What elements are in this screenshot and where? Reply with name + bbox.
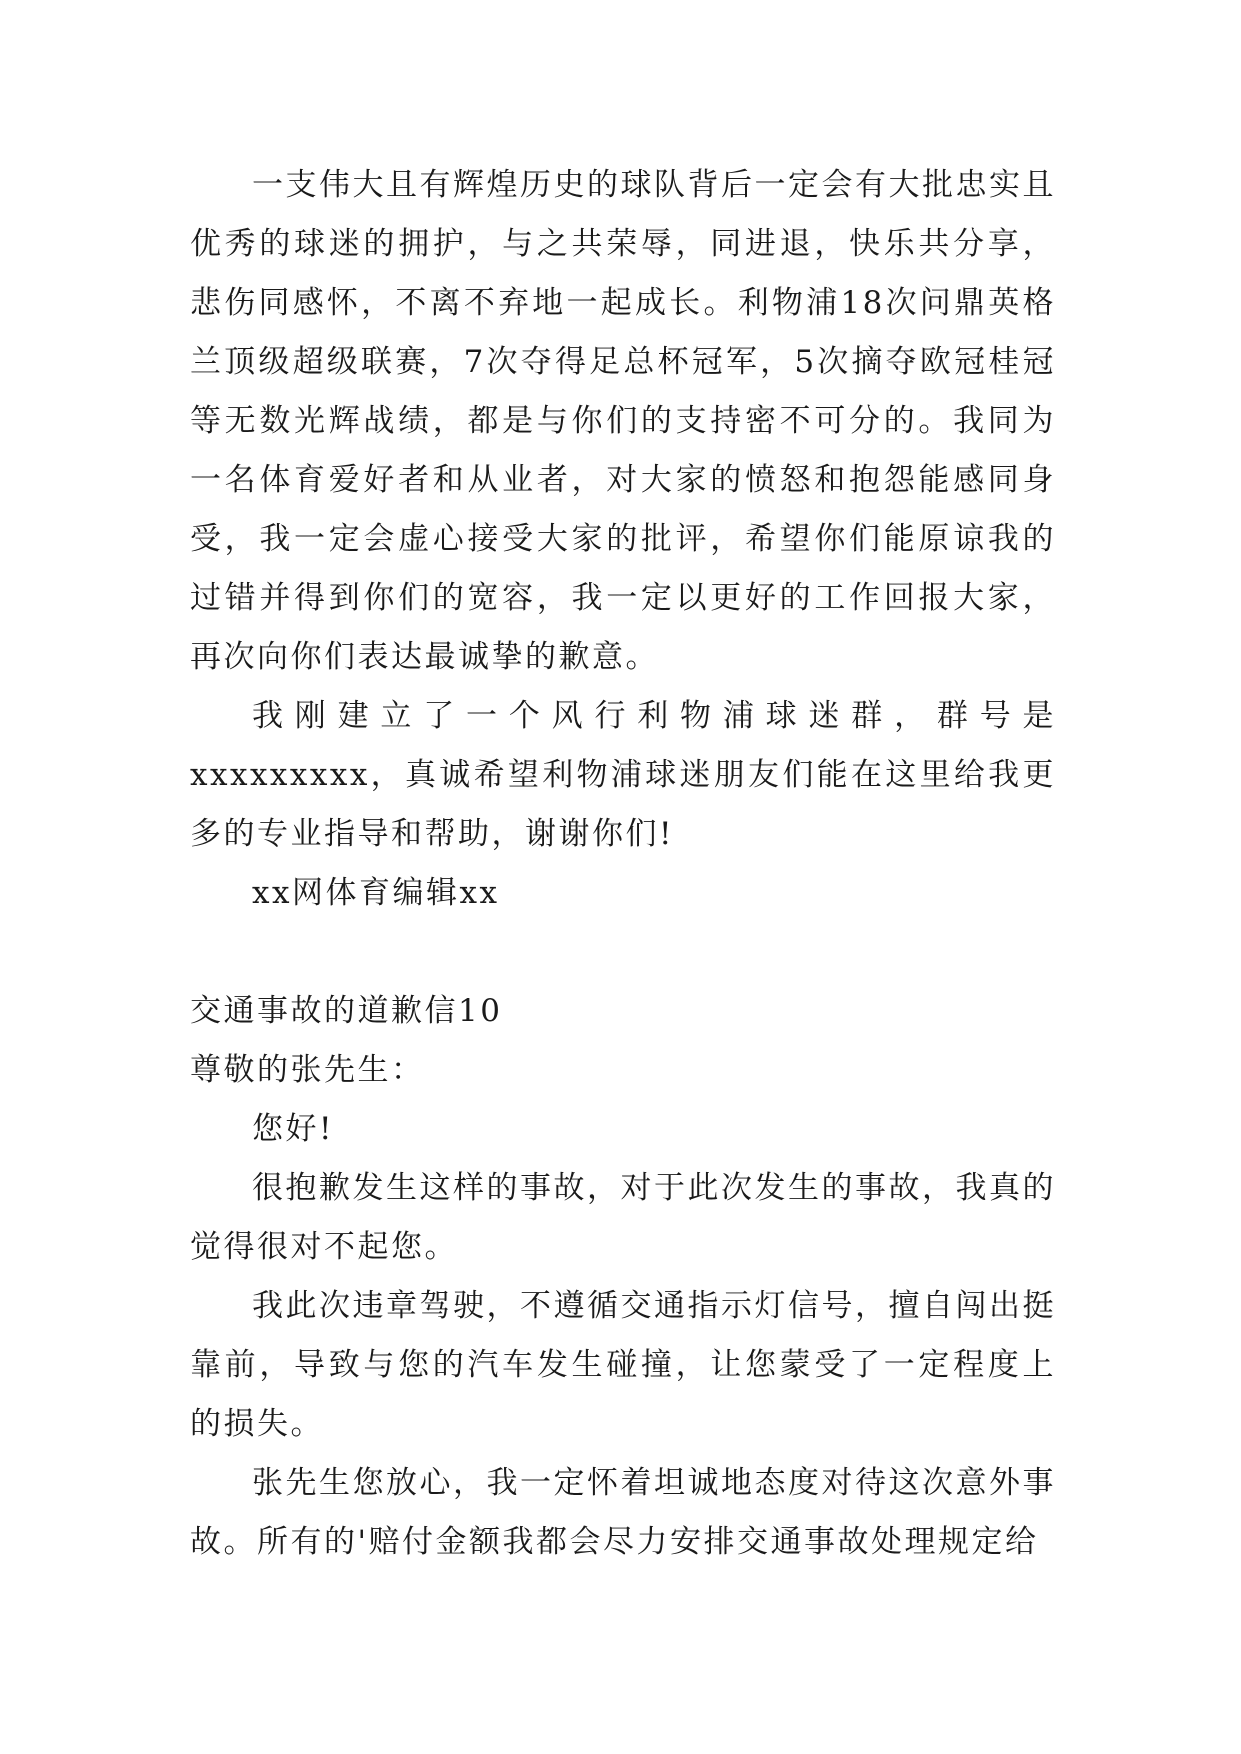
section-gap — [190, 923, 1056, 982]
paragraph-fan-group: 我刚建立了一个风行利物浦球迷群，群号是xxxxxxxxx，真诚希望利物浦球迷朋友们能在这里给我更多的专业指导和帮助，谢谢你们! — [190, 698, 1056, 852]
section-title: 交通事故的道歉信10 — [190, 993, 503, 1029]
paragraph-apology: 很抱歉发生这样的事故，对于此次发生的事故，我真的觉得很对不起您。 — [190, 1170, 1056, 1265]
salutation: 尊敬的张先生： — [190, 1052, 425, 1088]
paragraph-liverpool-fans: 一支伟大且有辉煌历史的球队背后一定会有大批忠实且优秀的球迷的拥护，与之共荣辱，同进退，快乐共分享，悲伤同感怀，不离不弃地一起成长。利物浦18次问鼎英格兰顶级超级联赛，7次夺得足总杯冠军，5次摘夺欧冠桂冠等无数光辉战绩，都是与你们的支持密不可分的。我同为一名体育爱好者和从业者，对大家的愤怒和抱怨能感同身受，我一定会虚心接受大家的批评，希望你们能原谅我的过错并得到你们的宽容，我一定以更好的工作回报大家，再次向你们表达最诚挚的歉意。 — [190, 167, 1056, 675]
greeting: 您好! — [252, 1111, 334, 1147]
paragraph-compensation: 张先生您放心，我一定怀着坦诚地态度对待这次意外事故。所有的'赔付金额我都会尽力安排交通事故处理规定给 — [190, 1465, 1056, 1560]
signature: xx网体育编辑xx — [252, 875, 500, 911]
document-body — [190, 156, 1056, 1572]
paragraph-violation: 我此次违章驾驶，不遵循交通指示灯信号，擅自闯出挺靠前，导致与您的汽车发生碰撞，让您蒙受了一定程度上的损失。 — [190, 1288, 1056, 1442]
